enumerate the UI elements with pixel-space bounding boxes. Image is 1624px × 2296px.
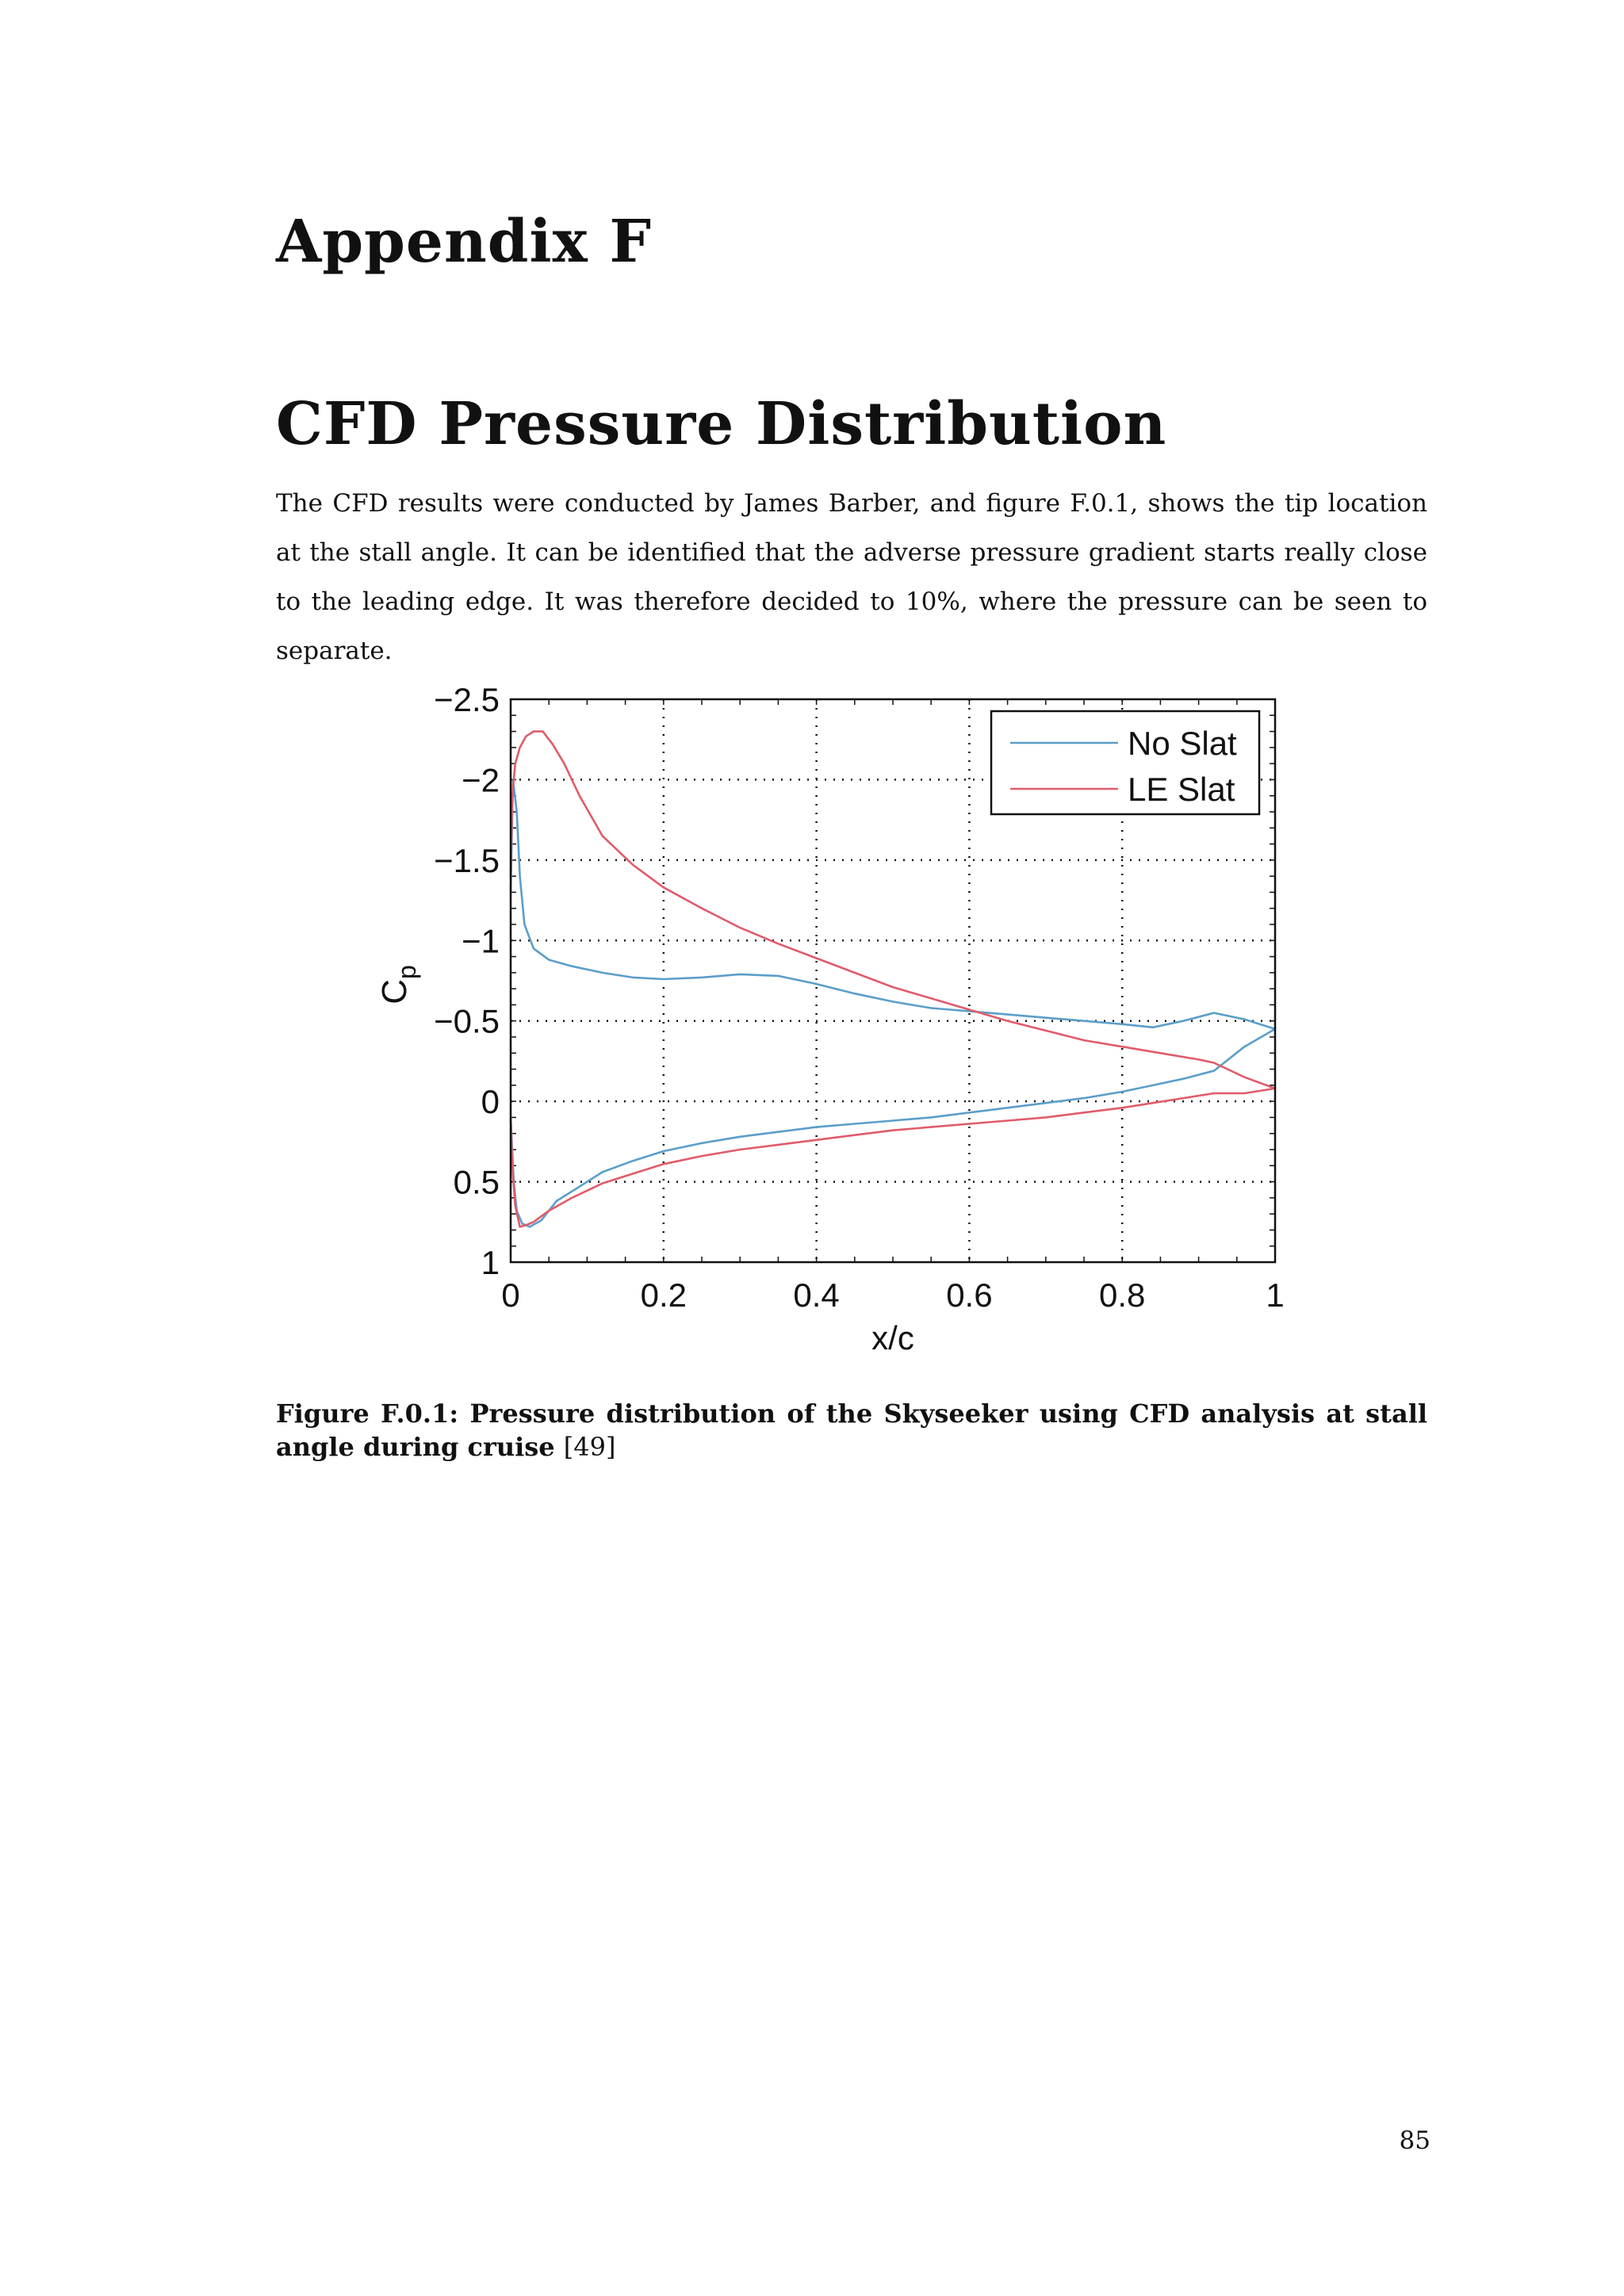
x-tick-label: 0.4: [793, 1276, 840, 1314]
figure-caption-citation: [49]: [563, 1432, 616, 1462]
page-number: 85: [1399, 2126, 1431, 2155]
figure-caption: [276, 1397, 1427, 1464]
x-tick-label: 0.6: [946, 1276, 993, 1314]
y-tick-label: 1: [481, 1244, 500, 1281]
y-tick-label: 0.5: [453, 1163, 500, 1201]
x-tick-label: 0: [501, 1276, 520, 1314]
x-tick-label: 0.2: [640, 1276, 687, 1314]
y-tick-label: −1.5: [434, 841, 500, 879]
x-tick-label: 1: [1266, 1276, 1285, 1314]
section-title: CFD Pressure Distribution: [276, 390, 1167, 458]
y-tick-label: −1: [462, 922, 500, 960]
legend-label: LE Slat: [1128, 771, 1235, 808]
pressure-distribution-figure: [349, 674, 1300, 1364]
body-paragraph: The CFD results were conducted by James Barber, and figure F.0.1, shows the tip location at the stall angle. It can be identified that the adverse pressure gradient starts really close to the leading edge. It was therefore decided to 10%, where the pressure can be seen to separate.: [276, 489, 1427, 665]
y-axis-label: $C_p$: [375, 965, 421, 1004]
x-axis-label: x/c: [871, 1319, 914, 1357]
legend-label: No Slat: [1128, 725, 1237, 762]
figure-caption-text: Figure F.0.1: Pressure distribution of the Skyseeker using CFD analysis at stall angle during cruise: [276, 1399, 1427, 1462]
y-tick-label: 0: [481, 1083, 500, 1121]
cp-line-chart: [349, 674, 1300, 1364]
y-tick-label: −2.5: [434, 681, 500, 718]
appendix-title: Appendix F: [276, 208, 653, 276]
y-tick-label: −2: [462, 761, 500, 799]
x-tick-label: 0.8: [1099, 1276, 1146, 1314]
y-tick-label: −0.5: [434, 1002, 500, 1040]
